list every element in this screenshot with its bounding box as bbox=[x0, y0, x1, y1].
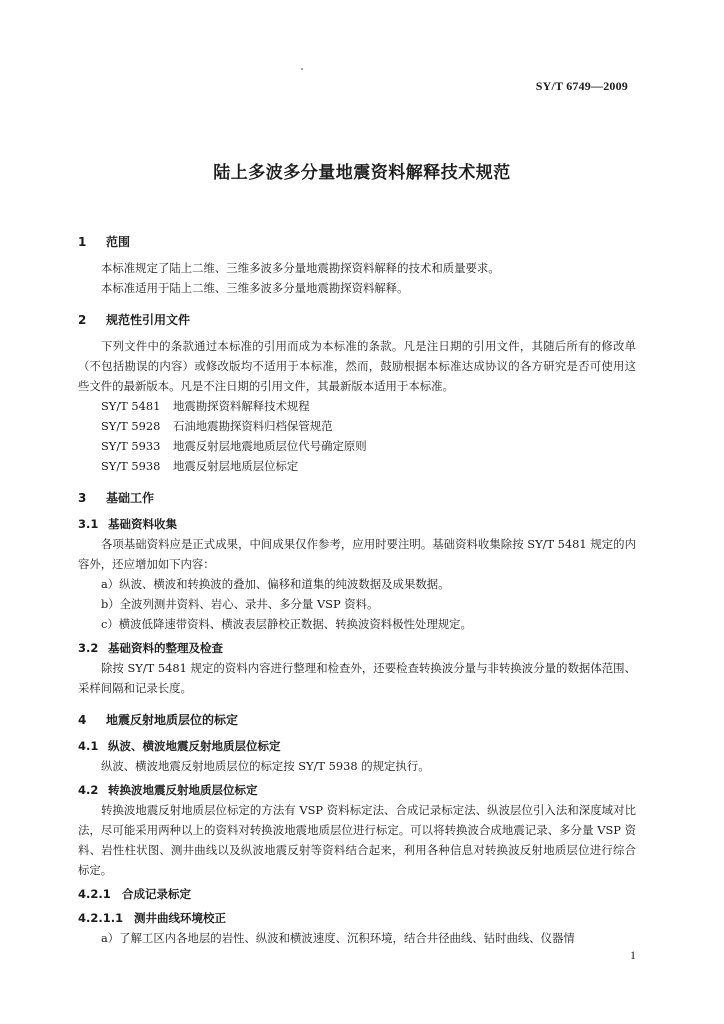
section-heading-1 bbox=[78, 232, 636, 252]
subsubsection-title: 合成记录标定 bbox=[122, 887, 191, 901]
subsubsection-number: 4.2.1.1 bbox=[78, 911, 124, 925]
reference-item bbox=[78, 396, 636, 416]
section-number: 1 bbox=[78, 235, 87, 249]
subsection-number: 3.2 bbox=[78, 641, 99, 655]
paragraph: 下列文件中的条款通过本标准的引用而成为本标准的条款。凡是注日期的引用文件，其随后所有的修改单（不包括勘误的内容）或修改版均不适用于本标准，然而，鼓励根据本标准达成协议的各方研究是否可使用这些文件的最新版本。凡是不注日期的引用文件，其最新版本适用于本标准。 bbox=[78, 339, 636, 393]
list-item: c）横波低降速带资料、横波表层静校正数据、转换波资料极性处理规定。 bbox=[101, 617, 472, 631]
section-title: 范围 bbox=[106, 235, 131, 249]
section-number: 3 bbox=[78, 491, 87, 505]
reference-name: 地震反射层地震地质层位代号确定原则 bbox=[173, 439, 367, 453]
subsection-heading bbox=[78, 736, 636, 756]
section-title: 地震反射地质层位的标定 bbox=[106, 713, 239, 727]
paragraph: 转换波地震反射地质层位标定的方法有 VSP 资料标定法、合成记录标定法、纵波层位引入法和深度域对比法，尽可能采用两种以上的资料对转换波地震地质层位进行标定。可以将转换波合成地震记录、多分量 VSP 资料、岩性柱状图、测井曲线以及纵波地震反射等资料结合起来，利用各种信息对转换波反射地质层位进行综合标定。 bbox=[78, 803, 636, 877]
list-item: a）了解工区内各地层的岩性、纵波和横波速度、沉积环境，结合井径曲线、钻时曲线、仪器情 bbox=[101, 931, 575, 945]
paragraph: 本标准适用于陆上二维、三维多波多分量地震勘探资料解释。 bbox=[101, 281, 409, 295]
section-heading-4 bbox=[78, 710, 636, 730]
subsection-number: 3.1 bbox=[78, 517, 99, 531]
paragraph: 纵波、横波地震反射地质层位的标定按 SY/T 5938 的规定执行。 bbox=[101, 759, 430, 773]
reference-code: SY/T 5928 bbox=[101, 419, 161, 433]
reference-code: SY/T 5933 bbox=[101, 439, 161, 453]
list-item: a）纵波、横波和转换波的叠加、偏移和道集的纯波数据及成果数据。 bbox=[101, 577, 450, 591]
section-heading-3 bbox=[78, 488, 636, 508]
reference-item bbox=[78, 436, 636, 456]
section-number: 4 bbox=[78, 713, 87, 727]
subsection-heading bbox=[78, 638, 636, 658]
subsection-title: 转换波地震反射地质层位标定 bbox=[108, 783, 258, 797]
subsubsection-heading bbox=[78, 884, 636, 904]
paragraph: 各项基础资料应是正式成果，中间成果仅作参考，应用时要注明。基础资料收集除按 SY/T 5481 规定的内容外，还应增加如下内容： bbox=[78, 537, 636, 571]
reference-code: SY/T 5938 bbox=[101, 459, 161, 473]
scan-speck bbox=[301, 68, 303, 70]
subsubsection-title: 测井曲线环境校正 bbox=[134, 911, 226, 925]
document-body bbox=[78, 232, 636, 948]
subsubsection-number: 4.2.1 bbox=[78, 887, 111, 901]
reference-code: SY/T 5481 bbox=[101, 399, 161, 413]
section-title: 规范性引用文件 bbox=[106, 313, 191, 327]
reference-name: 地震勘探资料解释技术规程 bbox=[173, 399, 310, 413]
subsection-title: 纵波、横波地震反射地质层位标定 bbox=[108, 739, 281, 753]
subsection-number: 4.1 bbox=[78, 739, 99, 753]
subsection-heading bbox=[78, 514, 636, 534]
paragraph: 本标准规定了陆上二维、三维多波多分量地震勘探资料解释的技术和质量要求。 bbox=[101, 261, 500, 275]
section-heading-2 bbox=[78, 310, 636, 330]
subsubsection-heading bbox=[78, 908, 636, 928]
section-title: 基础工作 bbox=[106, 491, 155, 505]
subsection-title: 基础资料的整理及检查 bbox=[108, 641, 223, 655]
subsection-number: 4.2 bbox=[78, 783, 99, 797]
subsection-heading bbox=[78, 780, 636, 800]
page-number: 1 bbox=[630, 948, 636, 962]
reference-item bbox=[78, 456, 636, 476]
paragraph: 除按 SY/T 5481 规定的资料内容进行整理和检查外，还要检查转换波分量与非转换波分量的数据体范围、采样间隔和记录长度。 bbox=[78, 661, 636, 695]
reference-name: 石油地震勘探资料归档保管规范 bbox=[173, 419, 333, 433]
section-number: 2 bbox=[78, 313, 87, 327]
reference-item bbox=[78, 416, 636, 436]
standard-code: SY/T 6749—2009 bbox=[535, 79, 628, 93]
list-item: b）全波列测井资料、岩心、录井、多分量 VSP 资料。 bbox=[101, 597, 379, 611]
subsection-title: 基础资料收集 bbox=[108, 517, 177, 531]
reference-name: 地震反射层地质层位标定 bbox=[173, 459, 299, 473]
document-title: 陆上多波多分量地震资料解释技术规范 bbox=[213, 163, 511, 183]
